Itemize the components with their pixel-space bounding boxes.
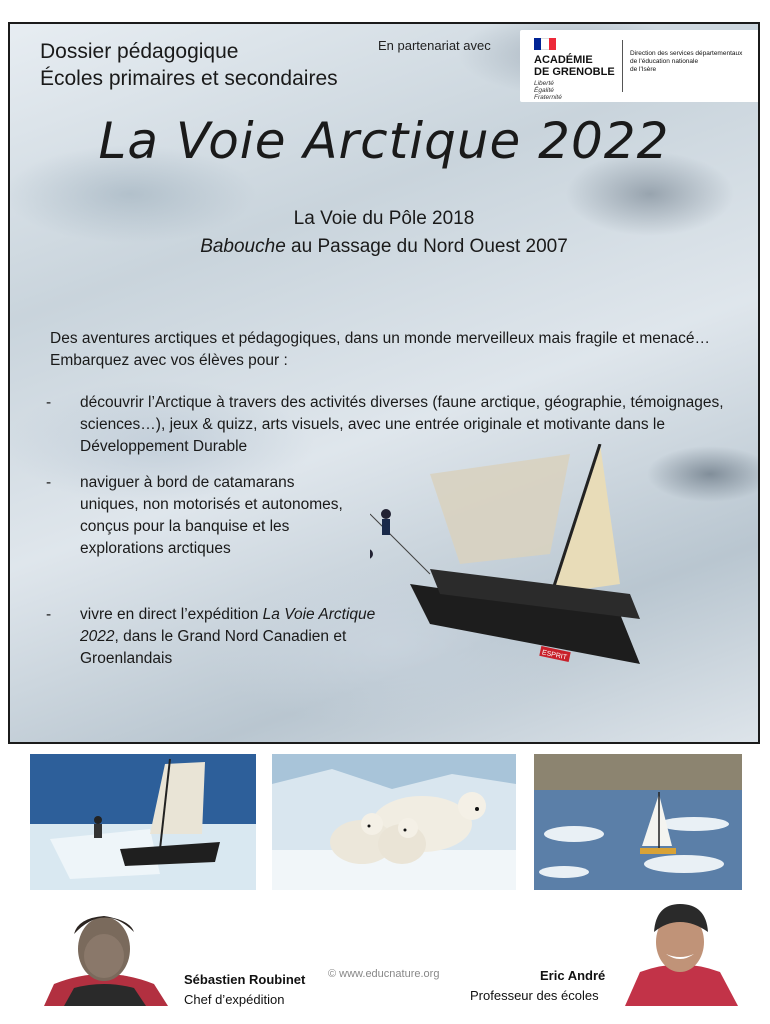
dossier-line-2: Écoles primaires et secondaires [40,67,338,90]
bullet-text-after: , dans le Grand Nord Canadien et Groenlandais [80,628,347,667]
subtitle-babouche-rest: au Passage du Nord Ouest 2007 [285,236,568,257]
bullet-dash: - [46,474,52,491]
motto-line-1: Liberté [534,80,554,87]
academie-name-line-1: ACADÉMIE [534,54,593,66]
dossier-heading [40,38,338,92]
bullet-dash: - [46,606,52,623]
republic-motto [534,80,562,101]
marianne-flag-icon [534,38,556,50]
portrait-sebastien [34,904,172,1006]
photo-credit: © www.educnature.org [328,968,440,980]
photo-catamaran-ice [30,754,256,890]
direction-line-2: de l'éducation nationale [630,58,699,65]
hull-label: ESPRIT [541,649,568,662]
leader-role: Chef d’expédition [184,992,285,1007]
bullet-text-italic: La Voie Arctique 2022 [80,606,376,645]
photo-polar-bears [272,754,516,890]
bullet-text [80,604,380,670]
bullet-dash: - [46,394,52,411]
direction-line-1: Direction des services départementaux [630,50,743,57]
subtitle-babouche [10,236,758,258]
direction-line-3: de l'Isère [630,66,657,73]
cover-hero [8,22,760,744]
bullet-text: découvrir l’Arctique à travers des activités diverses (faune arctique, géographie, témoignages, sciences…), jeux & quizz, arts visuels, avec une entrée originale et motivante dans le Développement Durable [80,394,724,455]
academie-name [534,54,615,78]
direction-text [630,50,758,74]
motto-line-3: Fraternité [534,94,562,101]
dossier-line-1: Dossier pédagogique [40,40,239,63]
portrait-eric [620,902,740,1006]
logo-divider [622,40,623,92]
catamaran-on-ice-image [370,444,670,684]
academie-name-line-2: DE GRENOBLE [534,66,615,78]
partner-label: En partenariat avec [378,38,491,53]
bullet-text-before: vivre en direct l’expédition [80,606,263,623]
teacher-name: Eric André [540,968,606,983]
subtitle-babouche-italic: Babouche [200,236,286,257]
bullet-text: naviguer à bord de catamarans uniques, non motorisés et autonomes, conçus pour la banquise et les explorations arctiques [80,474,343,557]
leader-name: Sébastien Roubinet [184,972,306,987]
main-title: La Voie Arctique 2022 [98,112,670,170]
subtitle-pole: La Voie du Pôle 2018 [293,208,475,229]
motto-line-2: Égalité [534,87,554,94]
academie-logo [520,30,760,102]
teacher-role: Professeur des écoles [470,988,599,1003]
photo-sailing-icefloes [534,754,742,890]
intro-paragraph: Des aventures arctiques et pédagogiques, dans un monde merveilleux mais fragile et menacé… Embarquez avec vos élèves pour : [50,330,710,369]
